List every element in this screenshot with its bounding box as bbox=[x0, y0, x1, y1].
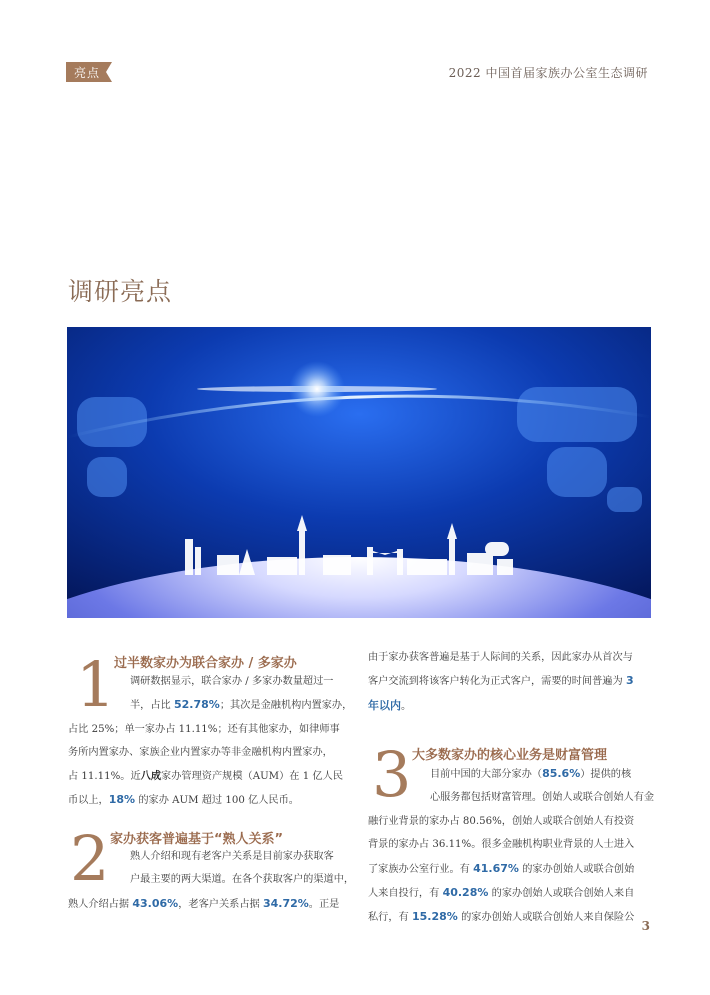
section-tag bbox=[66, 62, 112, 82]
highlighted-figure: 年以内 bbox=[368, 698, 401, 712]
paragraph-line bbox=[368, 669, 651, 693]
text-run: 的家办创始人或联合创始人来自保险公 bbox=[457, 912, 635, 924]
paragraph-line bbox=[68, 693, 351, 717]
paragraph-line bbox=[368, 762, 651, 786]
text-run: 家办管理资产规模（AUM）在 1 亿人民 bbox=[161, 770, 343, 782]
text-run: 的家办创始人或联合创始人来自 bbox=[488, 888, 635, 900]
text-run: 融行业背景的家办占 80.56%，创始人或联合创始人有投资 bbox=[368, 815, 635, 827]
section-tag-label: 亮点 bbox=[74, 66, 101, 80]
text-run: 心服务都包括财富管理。创始人或联合创始人有金 bbox=[430, 792, 655, 804]
highlighted-figure: 34.72% bbox=[262, 896, 309, 910]
text-run: 占比 25%；单一家办占 11.11%；还有其他家办，如律师事 bbox=[68, 723, 340, 735]
text-run: 背景的家办占 36.11%。很多金融机构职业背景的人士进入 bbox=[368, 839, 635, 851]
text-run: ；其次是金融机构内置家办， bbox=[219, 700, 353, 712]
highlighted-figure: 3 bbox=[625, 674, 634, 688]
globe-city-illustration bbox=[67, 327, 651, 618]
highlight-body-continued bbox=[368, 646, 651, 718]
paragraph-line bbox=[68, 670, 351, 693]
paragraph-line bbox=[368, 646, 651, 669]
paragraph-line bbox=[68, 868, 355, 891]
highlight-title: 大多数家办的核心业务是财富管理 bbox=[412, 748, 608, 763]
highlights-left-column bbox=[68, 648, 355, 910]
text-run: 调研数据显示，联合家办 / 多家办数量超过一 bbox=[130, 676, 334, 687]
text-run: 的家办 AUM 超过 100 亿人民币。 bbox=[135, 795, 299, 807]
text-run: 由于家办获客普遍是基于人际间的关系，因此家办从首次与 bbox=[368, 652, 633, 663]
text-run: 半，占比 bbox=[130, 700, 174, 712]
highlighted-figure: 18% bbox=[108, 793, 136, 807]
text-run: 。正是 bbox=[308, 898, 340, 910]
paragraph-line bbox=[368, 905, 651, 929]
paragraph-line bbox=[68, 765, 351, 788]
text-run: 人来自投行，有 bbox=[368, 888, 443, 900]
report-title: 2022 中国首届家族办公室生态调研 bbox=[448, 66, 648, 80]
text-run: 币以上， bbox=[68, 795, 109, 807]
paragraph-line bbox=[68, 741, 351, 764]
page-number: 3 bbox=[641, 919, 650, 933]
highlight-number: 3 bbox=[372, 738, 412, 811]
text-run: 户最主要的两大渠道。在各个获取客户的渠道中， bbox=[130, 874, 355, 886]
highlight-body bbox=[368, 762, 655, 930]
text-run: 熟人介绍和现有老客户关系是目前家办获取客 bbox=[130, 851, 334, 862]
highlight-number: 2 bbox=[70, 822, 110, 895]
text-run: 客户交流到将该客户转化为正式客户，需要的时间普遍为 bbox=[368, 676, 626, 688]
text-run: 占 11.11%。近 bbox=[68, 770, 141, 782]
paragraph-line bbox=[368, 857, 651, 881]
paragraph-line bbox=[68, 892, 351, 916]
highlighted-figure: 15.28% bbox=[412, 910, 458, 924]
highlighted-figure: 41.67% bbox=[473, 861, 519, 875]
text-run: 了家族办公室行业。有 bbox=[368, 863, 474, 875]
section-heading: 调研亮点 bbox=[68, 277, 173, 306]
paragraph-line bbox=[368, 694, 651, 718]
text-run: 私行，有 bbox=[368, 912, 412, 924]
text-run: 务所内置家办、家族企业内置家办等非金融机构内置家办， bbox=[68, 747, 333, 759]
paragraph-line bbox=[68, 718, 351, 741]
emphasized-text: 八成 bbox=[140, 770, 162, 782]
text-run: 目前中国的大部分家办（ bbox=[430, 769, 543, 780]
highlighted-figure: 52.78% bbox=[174, 698, 220, 712]
paragraph-line bbox=[68, 788, 351, 812]
text-run: 。 bbox=[401, 700, 412, 712]
highlight-title: 过半数家办为联合家办 / 多家办 bbox=[114, 656, 297, 671]
highlight-number: 1 bbox=[76, 648, 116, 721]
text-run: 的家办创始人或联合创始 bbox=[518, 863, 635, 875]
text-run: 熟人介绍占据 bbox=[68, 898, 133, 910]
highlights-right-column bbox=[368, 652, 655, 924]
paragraph-line bbox=[368, 881, 651, 905]
highlighted-figure: 85.6% bbox=[542, 767, 581, 780]
highlight-title: 家办获客普遍基于“熟人关系” bbox=[110, 832, 284, 847]
highlighted-figure: 40.28% bbox=[442, 886, 489, 900]
banner-image bbox=[67, 327, 651, 618]
highlight-body bbox=[68, 845, 355, 916]
text-run: ，老客户关系占据 bbox=[178, 898, 263, 910]
highlighted-figure: 43.06% bbox=[132, 896, 179, 910]
text-run: ）提供的核 bbox=[580, 769, 632, 780]
paragraph-line bbox=[368, 833, 651, 856]
highlight-body bbox=[68, 670, 351, 812]
paragraph-line bbox=[368, 810, 651, 833]
paragraph-line bbox=[68, 845, 351, 868]
paragraph-line bbox=[368, 786, 655, 809]
